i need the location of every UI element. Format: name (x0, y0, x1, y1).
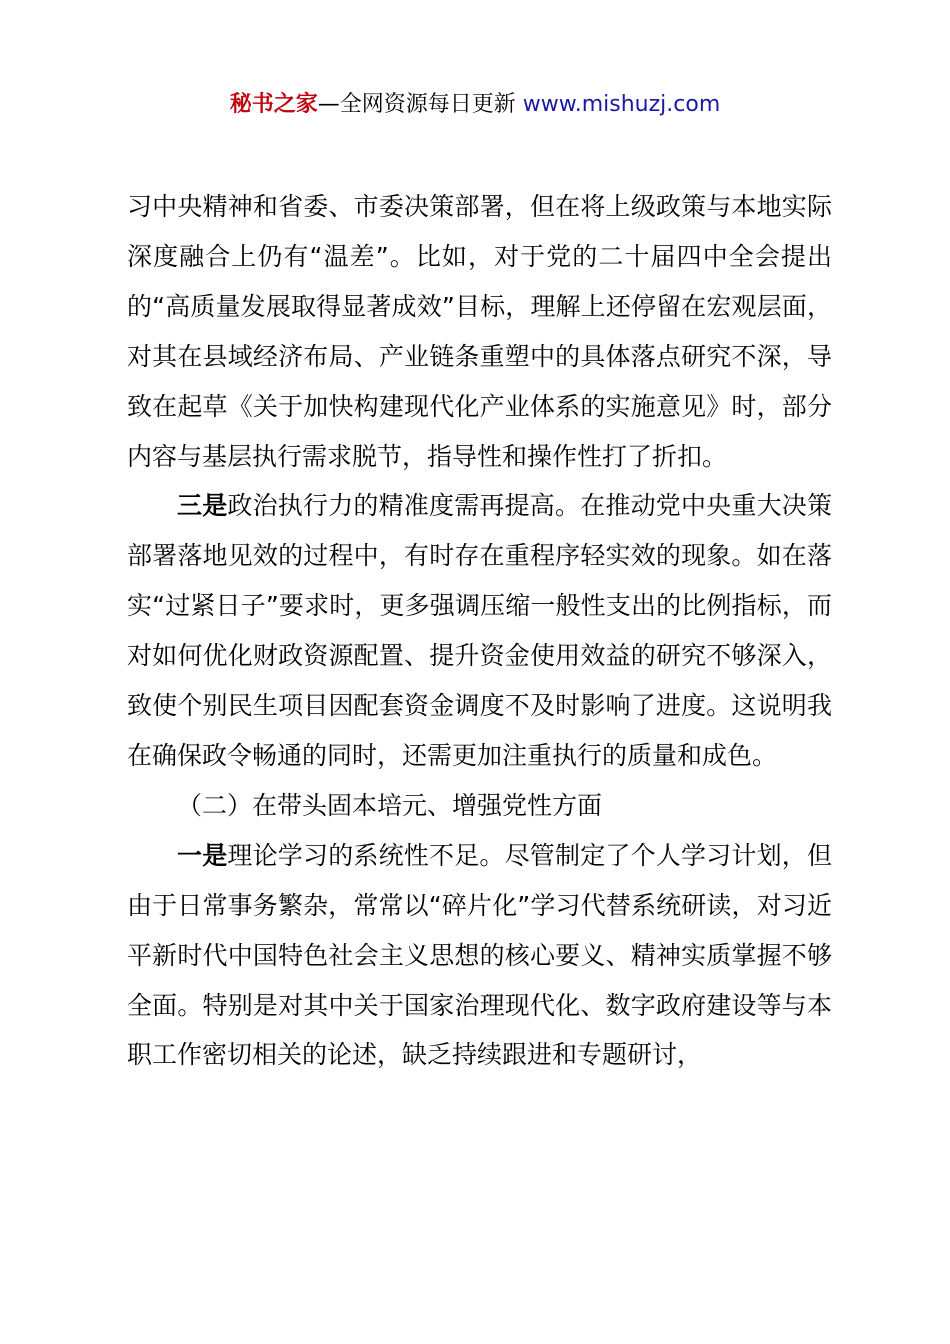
section-heading (127, 781, 832, 831)
section-heading-text: （二）在带头固本培元、增强党性方面 (177, 790, 603, 820)
paragraph-lead: 一是 (177, 840, 228, 870)
header-tagline: —全网资源每日更新 (317, 92, 523, 117)
paragraph-point-one (127, 831, 832, 1081)
paragraph-text: 政治执行力的精准度需再提高。在推动党中央重大决策部署落地见效的过程中，有时存在重程序轻实效的现象。如在落实“过紧日子”要求时，更多强调压缩一般性支出的比例指标，而对如何优化财政资源配置、提升资金使用效益的研究不够深入，致使个别民生项目因配套资金调度不及时影响了进度。这说明我在确保政令畅通的同时，还需更加注重执行的质量和成色。 (127, 491, 832, 770)
paragraph-text: 习中央精神和省委、市委决策部署，但在将上级政策与本地实际深度融合上仍有“温差”。比如，对于党的二十届四中全会提出的“高质量发展取得显著成效”目标，理解上还停留在宏观层面，对其在县域经济布局、产业链条重塑中的具体落点研究不深，导致在起草《关于加快构建现代化产业体系的实施意见》时，部分内容与基层执行需求脱节，指导性和操作性打了折扣。 (127, 192, 832, 471)
paragraph-lead: 三是 (177, 491, 228, 521)
page-header (0, 88, 950, 122)
paragraph-point-three (127, 481, 832, 780)
paragraph-continuation (127, 182, 832, 481)
website-url[interactable]: www.mishuzj.com (522, 92, 721, 117)
document-body (127, 182, 832, 1080)
brand-name: 秘书之家 (229, 92, 318, 117)
paragraph-text: 理论学习的系统性不足。尽管制定了个人学习计划，但由于日常事务繁杂，常常以“碎片化”学习代替系统研读，对习近平新时代中国特色社会主义思想的核心要义、精神实质掌握不够全面。特别是对其中关于国家治理现代化、数字政府建设等与本职工作密切相关的论述，缺乏持续跟进和专题研讨， (127, 840, 832, 1070)
